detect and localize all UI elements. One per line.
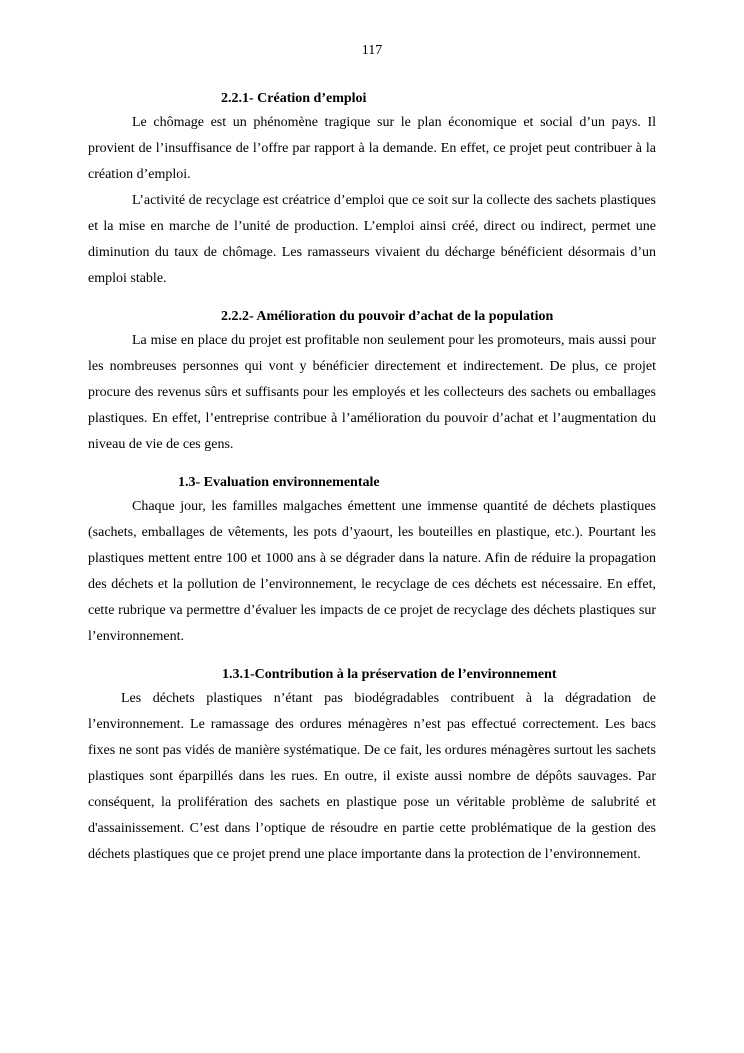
heading-evaluation-environnementale: 1.3- Evaluation environnementale	[178, 475, 380, 490]
paragraph-chaque-jour: Chaque jour, les familles malgaches émettent une immense quantité de déchets plastiques (sachets, emballages de vêtements, les pots d’yaourt, les bouteilles en plastique, etc.). Pourtant les plastiques mettent entre 100 et 1000 ans à se dégrader dans la nature. Afin de réduire la propagation des déchets et la pollution de l’environnement, le recyclage de ces déchets est nécessaire. En effet, cette rubrique va permettre d’évaluer les impacts de ce projet de recyclage des déchets plastiques sur l’environnement.	[88, 499, 656, 644]
heading-pouvoir-achat: 2.2.2- Amélioration du pouvoir d’achat de la population	[221, 309, 554, 324]
paragraph-activite-recyclage: L’activité de recyclage est créatrice d’emploi que ce soit sur la collecte des sachets plastiques et la mise en marche de l’unité de production. L’emploi ainsi créé, direct ou indirect, permet une diminution du taux de chômage. Les ramasseurs vivaient du décharge bénéficient désormais d’un emploi stable.	[88, 193, 656, 286]
paragraph-chomage: Le chômage est un phénomène tragique sur le plan économique et social d’un pays. Il provient de l’insuffisance de l’offre par rapport à la demande. En effet, ce projet peut contribuer à la création d’emploi.	[88, 115, 656, 182]
heading-creation-emploi: 2.2.1- Création d’emploi	[221, 91, 367, 106]
paragraph-dechets-plastiques: Les déchets plastiques n’étant pas biodégradables contribuent à la dégradation de l’environnement. Le ramassage des ordures ménagères n’est pas effectué correctement. Les bacs fixes ne sont pas vidés de manière systématique. De ce fait, les ordures ménagères surtout les sachets plastiques sont éparpillés dans les rues. En outre, il existe aussi nombre de dépôts sauvages. Par conséquent, la prolifération des sachets en plastique pose un véritable problème de salubrité et d'assainissement. C’est dans l’optique de résoudre en partie cette problématique de la gestion des déchets plastiques que ce projet prend une place importante dans la protection de l’environnement.	[88, 691, 656, 862]
paragraph-mise-en-place: La mise en place du projet est profitable non seulement pour les promoteurs, mais aussi pour les nombreuses personnes qui vont y bénéficier directement et indirectement. De plus, ce projet procure des revenus sûrs et suffisants pour les employés et les collecteurs des sachets ou emballages plastiques. En effet, l’entreprise contribue à l’amélioration du pouvoir d’achat et l’augmentation du niveau de vie de ces gens.	[88, 333, 656, 452]
page-body	[88, 88, 656, 868]
page-number: 117	[361, 43, 383, 58]
heading-preservation-environnement: 1.3.1-Contribution à la préservation de l’environnement	[222, 667, 557, 682]
